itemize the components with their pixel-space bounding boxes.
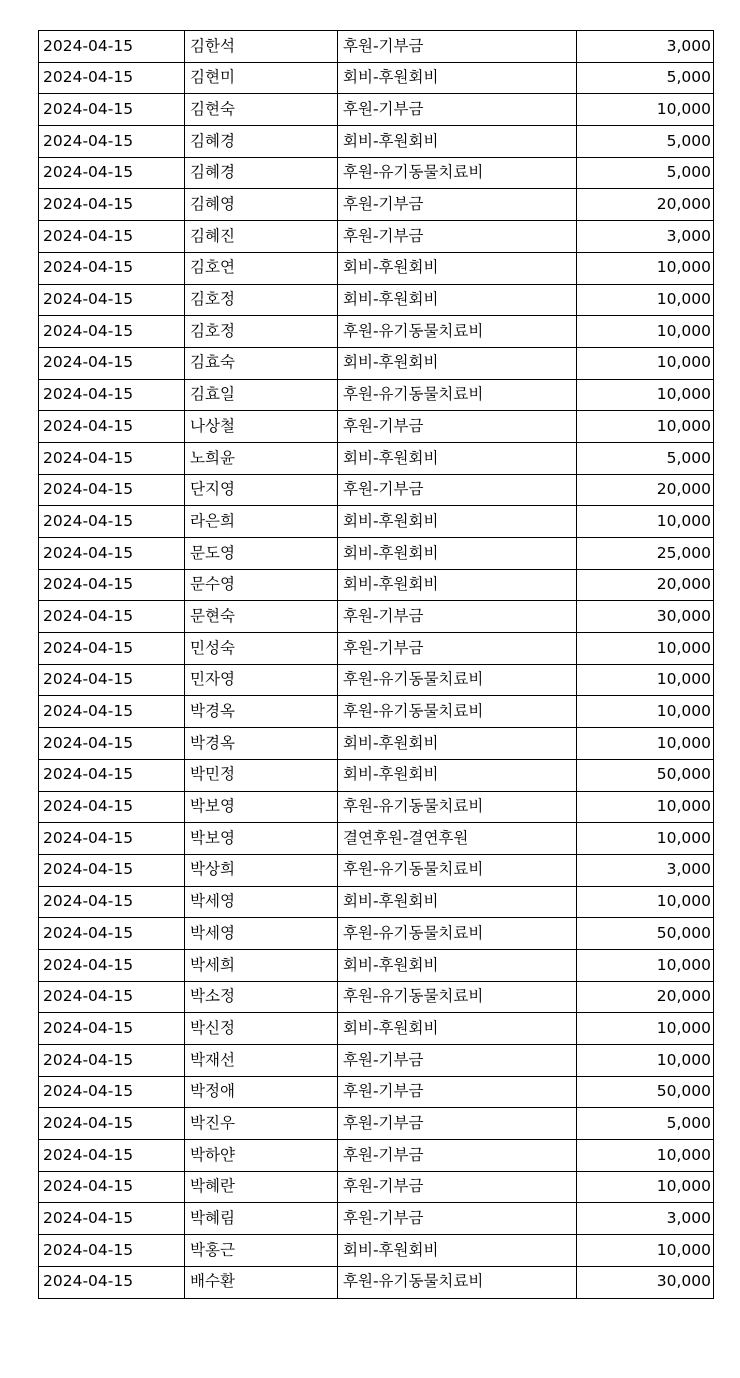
table-row bbox=[39, 1203, 714, 1235]
date-cell: 2024-04-15 bbox=[39, 1235, 185, 1267]
date-cell: 2024-04-15 bbox=[39, 379, 185, 411]
date-cell: 2024-04-15 bbox=[39, 696, 185, 728]
amount-cell: 10,000 bbox=[577, 379, 714, 411]
name-cell: 박진우 bbox=[185, 1108, 338, 1140]
date-cell: 2024-04-15 bbox=[39, 94, 185, 126]
table-row bbox=[39, 474, 714, 506]
table-row bbox=[39, 1235, 714, 1267]
category-cell: 후원-기부금 bbox=[338, 94, 577, 126]
date-cell: 2024-04-15 bbox=[39, 157, 185, 189]
date-cell: 2024-04-15 bbox=[39, 442, 185, 474]
name-cell: 김한석 bbox=[185, 31, 338, 63]
category-cell: 후원-기부금 bbox=[338, 1045, 577, 1077]
table-row bbox=[39, 601, 714, 633]
category-cell: 회비-후원회비 bbox=[338, 506, 577, 538]
table-row bbox=[39, 347, 714, 379]
name-cell: 김현미 bbox=[185, 62, 338, 94]
amount-cell: 10,000 bbox=[577, 823, 714, 855]
date-cell: 2024-04-15 bbox=[39, 1076, 185, 1108]
amount-cell: 10,000 bbox=[577, 316, 714, 348]
category-cell: 회비-후원회비 bbox=[338, 728, 577, 760]
amount-cell: 5,000 bbox=[577, 157, 714, 189]
category-cell: 후원-기부금 bbox=[338, 1108, 577, 1140]
amount-cell: 20,000 bbox=[577, 474, 714, 506]
category-cell: 후원-기부금 bbox=[338, 411, 577, 443]
category-cell: 후원-기부금 bbox=[338, 1203, 577, 1235]
category-cell: 후원-유기동물치료비 bbox=[338, 664, 577, 696]
name-cell: 김혜경 bbox=[185, 157, 338, 189]
table-row bbox=[39, 411, 714, 443]
amount-cell: 10,000 bbox=[577, 284, 714, 316]
name-cell: 김효숙 bbox=[185, 347, 338, 379]
amount-cell: 10,000 bbox=[577, 886, 714, 918]
amount-cell: 10,000 bbox=[577, 1013, 714, 1045]
name-cell: 단지영 bbox=[185, 474, 338, 506]
amount-cell: 10,000 bbox=[577, 506, 714, 538]
amount-cell: 5,000 bbox=[577, 1108, 714, 1140]
name-cell: 박혜란 bbox=[185, 1171, 338, 1203]
amount-cell: 3,000 bbox=[577, 221, 714, 253]
name-cell: 민자영 bbox=[185, 664, 338, 696]
category-cell: 회비-후원회비 bbox=[338, 886, 577, 918]
amount-cell: 10,000 bbox=[577, 791, 714, 823]
name-cell: 박세영 bbox=[185, 918, 338, 950]
category-cell: 후원-기부금 bbox=[338, 221, 577, 253]
table-row bbox=[39, 1266, 714, 1298]
date-cell: 2024-04-15 bbox=[39, 316, 185, 348]
table-row bbox=[39, 949, 714, 981]
category-cell: 후원-기부금 bbox=[338, 633, 577, 665]
amount-cell: 3,000 bbox=[577, 31, 714, 63]
date-cell: 2024-04-15 bbox=[39, 728, 185, 760]
table-row bbox=[39, 759, 714, 791]
amount-cell: 5,000 bbox=[577, 442, 714, 474]
name-cell: 박소정 bbox=[185, 981, 338, 1013]
date-cell: 2024-04-15 bbox=[39, 981, 185, 1013]
date-cell: 2024-04-15 bbox=[39, 189, 185, 221]
table-row bbox=[39, 823, 714, 855]
amount-cell: 10,000 bbox=[577, 1171, 714, 1203]
amount-cell: 50,000 bbox=[577, 918, 714, 950]
table-row bbox=[39, 886, 714, 918]
table-row bbox=[39, 157, 714, 189]
date-cell: 2024-04-15 bbox=[39, 1108, 185, 1140]
table-row bbox=[39, 1108, 714, 1140]
category-cell: 회비-후원회비 bbox=[338, 347, 577, 379]
table-row bbox=[39, 442, 714, 474]
date-cell: 2024-04-15 bbox=[39, 284, 185, 316]
table-row bbox=[39, 918, 714, 950]
name-cell: 문수영 bbox=[185, 569, 338, 601]
date-cell: 2024-04-15 bbox=[39, 221, 185, 253]
name-cell: 박혜림 bbox=[185, 1203, 338, 1235]
category-cell: 회비-후원회비 bbox=[338, 1235, 577, 1267]
table-row bbox=[39, 696, 714, 728]
category-cell: 후원-유기동물치료비 bbox=[338, 791, 577, 823]
name-cell: 김호정 bbox=[185, 284, 338, 316]
name-cell: 김혜영 bbox=[185, 189, 338, 221]
amount-cell: 3,000 bbox=[577, 854, 714, 886]
date-cell: 2024-04-15 bbox=[39, 538, 185, 570]
name-cell: 나상철 bbox=[185, 411, 338, 443]
amount-cell: 10,000 bbox=[577, 664, 714, 696]
table-row bbox=[39, 1013, 714, 1045]
table-row bbox=[39, 981, 714, 1013]
category-cell: 후원-유기동물치료비 bbox=[338, 981, 577, 1013]
date-cell: 2024-04-15 bbox=[39, 854, 185, 886]
ledger-body bbox=[39, 31, 714, 1299]
date-cell: 2024-04-15 bbox=[39, 918, 185, 950]
amount-cell: 50,000 bbox=[577, 1076, 714, 1108]
table-row bbox=[39, 791, 714, 823]
table-row bbox=[39, 1171, 714, 1203]
category-cell: 회비-후원회비 bbox=[338, 569, 577, 601]
category-cell: 후원-기부금 bbox=[338, 601, 577, 633]
table-row bbox=[39, 31, 714, 63]
amount-cell: 5,000 bbox=[577, 126, 714, 158]
table-row bbox=[39, 316, 714, 348]
table-row bbox=[39, 252, 714, 284]
date-cell: 2024-04-15 bbox=[39, 31, 185, 63]
amount-cell: 10,000 bbox=[577, 252, 714, 284]
name-cell: 문현숙 bbox=[185, 601, 338, 633]
amount-cell: 25,000 bbox=[577, 538, 714, 570]
name-cell: 박하얀 bbox=[185, 1140, 338, 1172]
table-row bbox=[39, 94, 714, 126]
category-cell: 결연후원-결연후원 bbox=[338, 823, 577, 855]
name-cell: 박세영 bbox=[185, 886, 338, 918]
category-cell: 후원-기부금 bbox=[338, 31, 577, 63]
name-cell: 박보영 bbox=[185, 823, 338, 855]
table-row bbox=[39, 1076, 714, 1108]
table-row bbox=[39, 854, 714, 886]
amount-cell: 30,000 bbox=[577, 1266, 714, 1298]
category-cell: 후원-유기동물치료비 bbox=[338, 854, 577, 886]
amount-cell: 10,000 bbox=[577, 411, 714, 443]
category-cell: 후원-유기동물치료비 bbox=[338, 696, 577, 728]
category-cell: 회비-후원회비 bbox=[338, 538, 577, 570]
amount-cell: 50,000 bbox=[577, 759, 714, 791]
category-cell: 회비-후원회비 bbox=[338, 949, 577, 981]
table-row bbox=[39, 1045, 714, 1077]
name-cell: 김혜경 bbox=[185, 126, 338, 158]
date-cell: 2024-04-15 bbox=[39, 411, 185, 443]
table-row bbox=[39, 221, 714, 253]
name-cell: 박경옥 bbox=[185, 728, 338, 760]
amount-cell: 20,000 bbox=[577, 981, 714, 1013]
name-cell: 김효일 bbox=[185, 379, 338, 411]
name-cell: 라은희 bbox=[185, 506, 338, 538]
date-cell: 2024-04-15 bbox=[39, 633, 185, 665]
category-cell: 후원-기부금 bbox=[338, 1171, 577, 1203]
category-cell: 후원-유기동물치료비 bbox=[338, 918, 577, 950]
date-cell: 2024-04-15 bbox=[39, 886, 185, 918]
amount-cell: 10,000 bbox=[577, 94, 714, 126]
table-row bbox=[39, 126, 714, 158]
category-cell: 회비-후원회비 bbox=[338, 442, 577, 474]
name-cell: 배수환 bbox=[185, 1266, 338, 1298]
date-cell: 2024-04-15 bbox=[39, 1045, 185, 1077]
date-cell: 2024-04-15 bbox=[39, 347, 185, 379]
table-row bbox=[39, 569, 714, 601]
amount-cell: 10,000 bbox=[577, 347, 714, 379]
date-cell: 2024-04-15 bbox=[39, 62, 185, 94]
amount-cell: 20,000 bbox=[577, 569, 714, 601]
name-cell: 김호연 bbox=[185, 252, 338, 284]
date-cell: 2024-04-15 bbox=[39, 1203, 185, 1235]
table-row bbox=[39, 284, 714, 316]
name-cell: 문도영 bbox=[185, 538, 338, 570]
name-cell: 박상희 bbox=[185, 854, 338, 886]
amount-cell: 10,000 bbox=[577, 728, 714, 760]
amount-cell: 5,000 bbox=[577, 62, 714, 94]
category-cell: 후원-유기동물치료비 bbox=[338, 379, 577, 411]
amount-cell: 30,000 bbox=[577, 601, 714, 633]
amount-cell: 3,000 bbox=[577, 1203, 714, 1235]
date-cell: 2024-04-15 bbox=[39, 791, 185, 823]
donation-ledger-table bbox=[38, 30, 714, 1299]
category-cell: 후원-유기동물치료비 bbox=[338, 1266, 577, 1298]
date-cell: 2024-04-15 bbox=[39, 823, 185, 855]
table-row bbox=[39, 1140, 714, 1172]
amount-cell: 10,000 bbox=[577, 1140, 714, 1172]
date-cell: 2024-04-15 bbox=[39, 126, 185, 158]
amount-cell: 10,000 bbox=[577, 949, 714, 981]
date-cell: 2024-04-15 bbox=[39, 569, 185, 601]
table-row bbox=[39, 189, 714, 221]
date-cell: 2024-04-15 bbox=[39, 1266, 185, 1298]
date-cell: 2024-04-15 bbox=[39, 1140, 185, 1172]
category-cell: 회비-후원회비 bbox=[338, 126, 577, 158]
table-row bbox=[39, 728, 714, 760]
amount-cell: 10,000 bbox=[577, 1235, 714, 1267]
date-cell: 2024-04-15 bbox=[39, 1013, 185, 1045]
category-cell: 후원-기부금 bbox=[338, 189, 577, 221]
name-cell: 김현숙 bbox=[185, 94, 338, 126]
table-row bbox=[39, 633, 714, 665]
name-cell: 박경옥 bbox=[185, 696, 338, 728]
category-cell: 후원-기부금 bbox=[338, 474, 577, 506]
name-cell: 김호정 bbox=[185, 316, 338, 348]
date-cell: 2024-04-15 bbox=[39, 474, 185, 506]
date-cell: 2024-04-15 bbox=[39, 601, 185, 633]
table-row bbox=[39, 379, 714, 411]
amount-cell: 10,000 bbox=[577, 696, 714, 728]
name-cell: 박재선 bbox=[185, 1045, 338, 1077]
category-cell: 후원-유기동물치료비 bbox=[338, 157, 577, 189]
table-row bbox=[39, 664, 714, 696]
category-cell: 회비-후원회비 bbox=[338, 62, 577, 94]
name-cell: 노희윤 bbox=[185, 442, 338, 474]
name-cell: 김혜진 bbox=[185, 221, 338, 253]
date-cell: 2024-04-15 bbox=[39, 949, 185, 981]
name-cell: 박보영 bbox=[185, 791, 338, 823]
table-row bbox=[39, 62, 714, 94]
date-cell: 2024-04-15 bbox=[39, 759, 185, 791]
table-row bbox=[39, 506, 714, 538]
category-cell: 회비-후원회비 bbox=[338, 252, 577, 284]
name-cell: 박세희 bbox=[185, 949, 338, 981]
name-cell: 박홍근 bbox=[185, 1235, 338, 1267]
table-row bbox=[39, 538, 714, 570]
date-cell: 2024-04-15 bbox=[39, 252, 185, 284]
name-cell: 박민정 bbox=[185, 759, 338, 791]
category-cell: 후원-유기동물치료비 bbox=[338, 316, 577, 348]
category-cell: 회비-후원회비 bbox=[338, 284, 577, 316]
name-cell: 민성숙 bbox=[185, 633, 338, 665]
date-cell: 2024-04-15 bbox=[39, 664, 185, 696]
category-cell: 회비-후원회비 bbox=[338, 1013, 577, 1045]
category-cell: 후원-기부금 bbox=[338, 1076, 577, 1108]
amount-cell: 10,000 bbox=[577, 1045, 714, 1077]
date-cell: 2024-04-15 bbox=[39, 506, 185, 538]
category-cell: 후원-기부금 bbox=[338, 1140, 577, 1172]
name-cell: 박정애 bbox=[185, 1076, 338, 1108]
amount-cell: 20,000 bbox=[577, 189, 714, 221]
name-cell: 박신정 bbox=[185, 1013, 338, 1045]
amount-cell: 10,000 bbox=[577, 633, 714, 665]
category-cell: 회비-후원회비 bbox=[338, 759, 577, 791]
date-cell: 2024-04-15 bbox=[39, 1171, 185, 1203]
